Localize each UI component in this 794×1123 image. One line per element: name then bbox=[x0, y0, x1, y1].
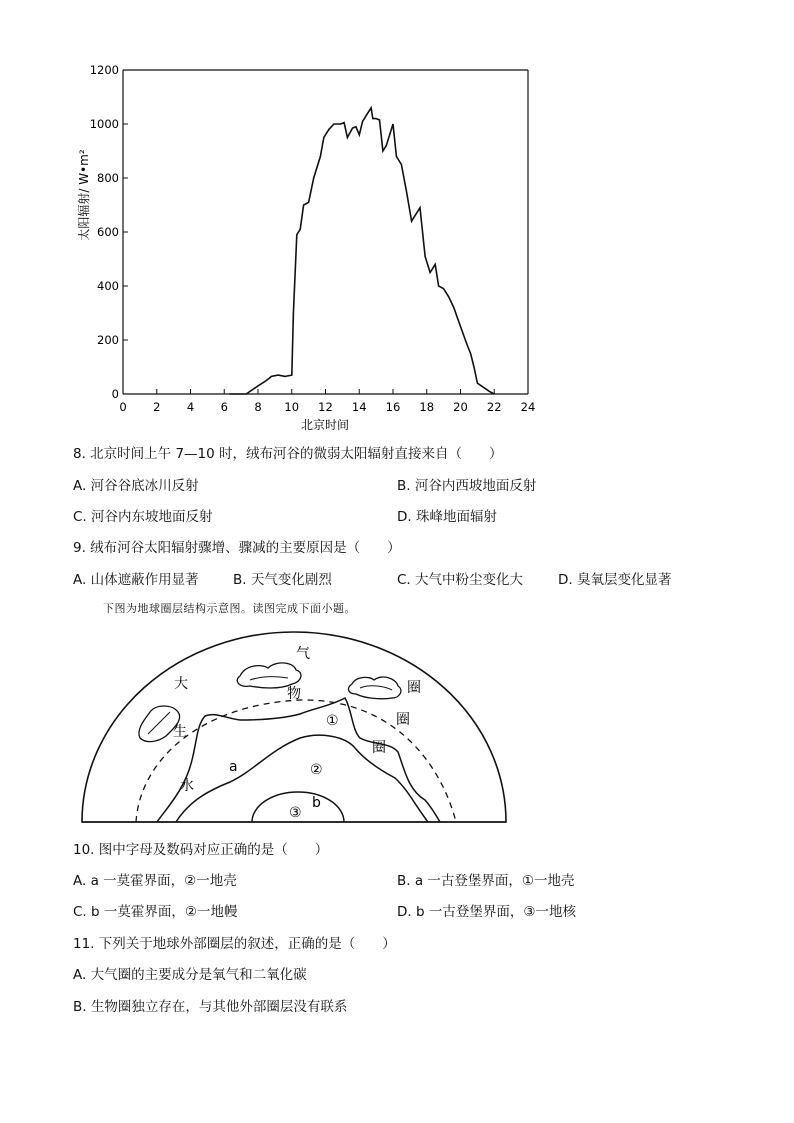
q9-option-a[interactable]: A. 山体遮蔽作用显著 bbox=[73, 572, 199, 588]
label-qi: 气 bbox=[296, 646, 310, 662]
q8-stem: 8. 北京时间上午 7—10 时，绒布河谷的微弱太阳辐射直接来自（ ） bbox=[73, 446, 503, 462]
label-sheng: 生 bbox=[173, 724, 187, 740]
x-tick-label: 10 bbox=[284, 400, 300, 414]
q11-option-b[interactable]: B. 生物圈独立存在，与其他外部圈层没有联系 bbox=[73, 999, 348, 1015]
q9-stem: 9. 绒布河谷太阳辐射骤增、骤减的主要原因是（ ） bbox=[73, 540, 401, 556]
y-axis-label: 太阳辐射/ W•m² bbox=[77, 149, 91, 241]
q10-stem: 10. 图中字母及数码对应正确的是（ ） bbox=[73, 842, 329, 858]
x-tick-label: 20 bbox=[453, 400, 468, 414]
label-quan-hydrosphere: 圈 bbox=[372, 740, 386, 756]
q9-option-c[interactable]: C. 大气中粉尘变化大 bbox=[397, 572, 524, 588]
x-tick-label: 18 bbox=[419, 400, 435, 414]
y-tick-label: 1200 bbox=[89, 63, 119, 77]
q11-option-a[interactable]: A. 大气圈的主要成分是氧气和二氧化碳 bbox=[73, 967, 307, 983]
label-quan-biosphere: 圈 bbox=[396, 712, 410, 728]
y-tick-label: 600 bbox=[97, 225, 119, 239]
q8-option-d[interactable]: D. 珠峰地面辐射 bbox=[397, 509, 497, 525]
cloud-icon bbox=[349, 677, 401, 699]
boundary-a-line bbox=[176, 735, 428, 822]
x-tick-label: 16 bbox=[385, 400, 401, 414]
x-tick-label: 12 bbox=[318, 400, 333, 414]
earth-sphere-diagram bbox=[0, 620, 794, 835]
x-tick-label: 4 bbox=[186, 400, 195, 414]
q10-option-c[interactable]: C. b 一莫霍界面，②一地幔 bbox=[73, 904, 238, 920]
cloud-icon bbox=[237, 663, 301, 688]
y-tick-label: 1000 bbox=[89, 117, 119, 131]
label-circle-1: ① bbox=[326, 713, 339, 729]
label-a: a bbox=[229, 759, 238, 775]
y-tick-label: 400 bbox=[97, 279, 119, 293]
q8-option-c[interactable]: C. 河谷内东坡地面反射 bbox=[73, 509, 213, 525]
q9-option-b[interactable]: B. 天气变化剧烈 bbox=[233, 572, 332, 588]
x-tick-label: 6 bbox=[220, 400, 228, 414]
chart-ticks bbox=[90, 63, 536, 414]
y-tick-label: 200 bbox=[97, 333, 119, 347]
label-da: 大 bbox=[174, 676, 188, 692]
label-wu: 物 bbox=[287, 686, 301, 702]
diagram-intro: 下图为地球圈层结构示意图。读图完成下面小题。 bbox=[103, 602, 356, 615]
q10-option-b[interactable]: B. a 一古登堡界面，①一地壳 bbox=[397, 873, 575, 889]
x-tick-label: 0 bbox=[119, 400, 127, 414]
x-tick-label: 14 bbox=[351, 400, 367, 414]
label-quan-atmosphere: 圈 bbox=[407, 680, 421, 696]
q9-option-d[interactable]: D. 臭氧层变化显著 bbox=[558, 572, 672, 588]
solar-radiation-chart bbox=[0, 0, 794, 440]
x-tick-label: 24 bbox=[520, 400, 536, 414]
q10-option-d[interactable]: D. b 一古登堡界面，③一地核 bbox=[397, 904, 576, 920]
series-line bbox=[229, 108, 494, 394]
label-b: b bbox=[312, 795, 321, 811]
x-tick-label: 22 bbox=[486, 400, 502, 414]
q8-option-a[interactable]: A. 河谷谷底冰川反射 bbox=[73, 478, 199, 494]
q10-option-a[interactable]: A. a 一莫霍界面，②一地壳 bbox=[73, 873, 237, 889]
q11-stem: 11. 下列关于地球外部圈层的叙述，正确的是（ ） bbox=[73, 936, 396, 952]
x-tick-label: 2 bbox=[153, 400, 161, 414]
x-axis-label: 北京时间 bbox=[300, 418, 350, 432]
x-tick-label: 8 bbox=[254, 400, 262, 414]
label-circle-3: ③ bbox=[289, 805, 302, 821]
q8-option-b[interactable]: B. 河谷内西坡地面反射 bbox=[397, 478, 537, 494]
y-tick-label: 800 bbox=[97, 171, 119, 185]
y-tick-label: 0 bbox=[111, 387, 119, 401]
label-shui: 水 bbox=[180, 778, 194, 794]
label-circle-2: ② bbox=[310, 762, 323, 778]
